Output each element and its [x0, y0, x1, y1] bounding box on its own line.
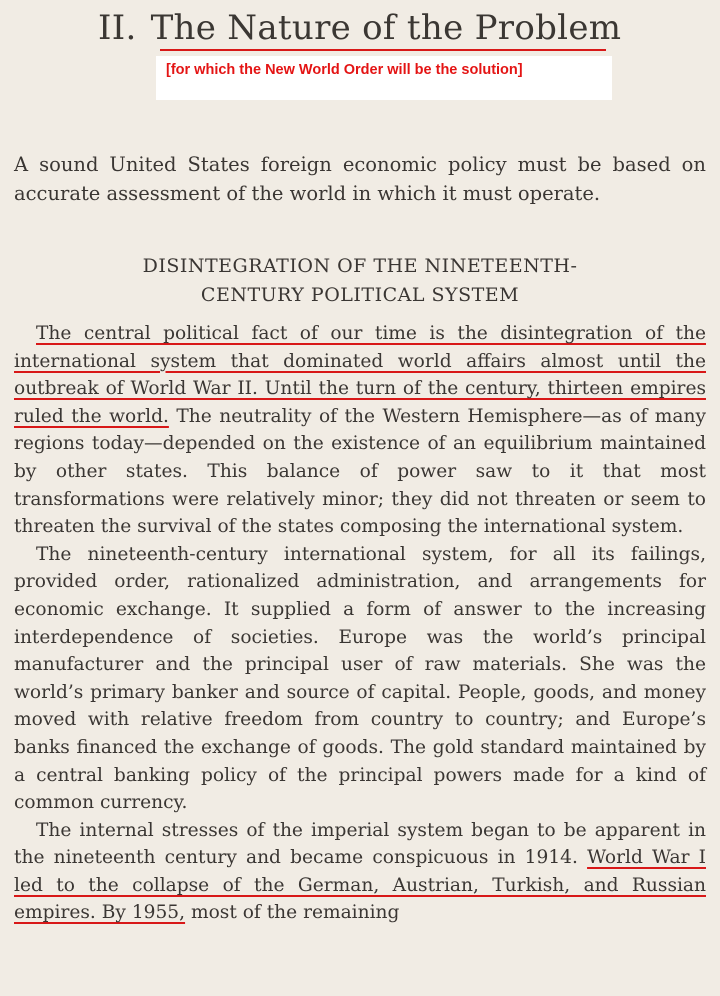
title-underline: [160, 49, 606, 51]
intro-paragraph: A sound United States foreign economic policy must be based on accurate assessment of the world in which it must operate.: [14, 153, 706, 205]
chapter-number: II.: [98, 8, 137, 48]
annotation-note: [for which the New World Order will be the solution]: [166, 62, 523, 78]
paragraph-text: most of the remaining: [185, 902, 400, 924]
underlined-passage: The central political fact of our time is the disintegration of the international system that dominated world affairs almost until the outbreak of World War II. Until the turn of the century, thirteen empires ruled the world.: [14, 323, 706, 427]
section-heading-line-2: CENTURY POLITICAL SYSTEM: [200, 284, 520, 306]
paragraph-2: [14, 541, 706, 817]
paragraph-text: The nineteenth-century international system, for all its failings, provided order, rationalized administration, and arrangements for economic exchange. It supplied a form of answer to the increasing interdependence of societies. Europe was the world’s principal manufacturer and the principal user of raw materials. She was the world’s primary banker and source of capital. People, goods, and money moved with relative freedom from country to country; and Europe’s banks financed the exchange of goods. The gold standard maintained by a central banking policy of the principal powers made for a kind of common currency.: [14, 543, 706, 814]
chapter-title: [98, 8, 621, 48]
section-heading: [0, 252, 720, 310]
body-text: [14, 320, 706, 927]
paragraph-1: [14, 320, 706, 541]
underlined-passage: World War I led to the collapse of the German, Austrian, Turkish, and Russian empires. By 1955,: [14, 847, 706, 924]
paragraph-text: The internal stresses of the imperial system began to be apparent in the nineteenth century and became conspicuous in 1914.: [14, 819, 706, 869]
section-heading-line-1: DISINTEGRATION OF THE NINETEENTH-: [142, 255, 578, 277]
chapter-title-text: The Nature of the Problem: [150, 8, 622, 48]
paragraph-3: [14, 817, 706, 927]
paragraph-text: The neutrality of the Western Hemisphere—as of many regions today—depended on the existence of an equilibrium maintained by other states. This balance of power saw to it that most transformations were relatively minor; they did not threaten or seem to threaten the survival of the states composing the international system.: [14, 405, 706, 538]
